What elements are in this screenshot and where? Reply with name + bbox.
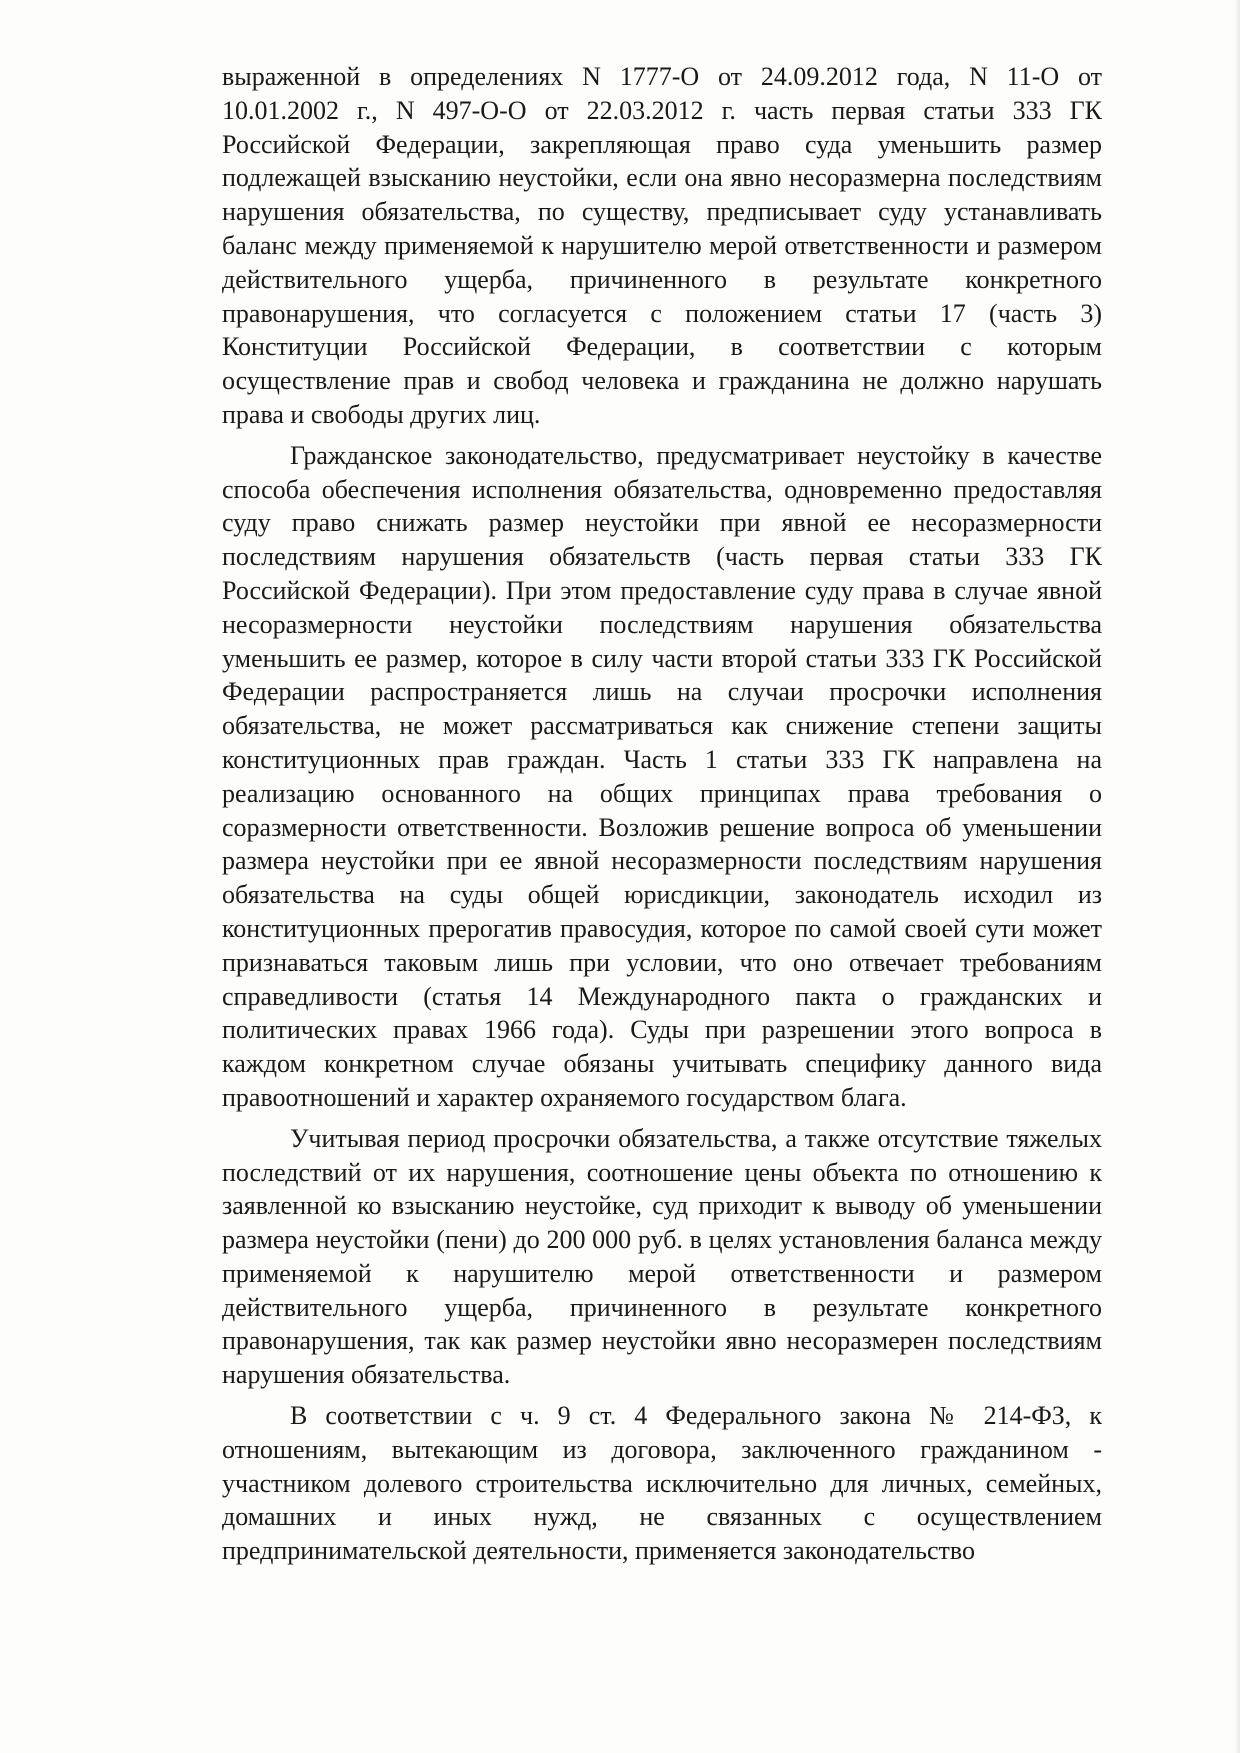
document-body bbox=[222, 60, 1102, 1575]
paragraph-2: Гражданское законодательство, предусматривает неустойку в качестве способа обеспечения исполнения обязательства, одновременно предоставляя суду право снижать размер неустойки при явной ее несоразмерности последствиям нарушения обязательств (часть первая статьи 333 ГК Российской Федерации). При этом предоставление суду права в случае явной несоразмерности неустойки последствиям нарушения обязательства уменьшить ее размер, которое в силу части второй статьи 333 ГК Российской Федерации распространяется лишь на случаи просрочки исполнения обязательства, не может рассматриваться как снижение степени защиты конституционных прав граждан. Часть 1 статьи 333 ГК направлена на реализацию основанного на общих принципах права требования о соразмерности ответственности. Возложив решение вопроса об уменьшении размера неустойки при ее явной несоразмерности последствиям нарушения обязательства на суды общей юрисдикции, законодатель исходил из конституционных прерогатив правосудия, которое по самой своей сути может признаваться таковым лишь при условии, что оно отвечает требованиям справедливости (статья 14 Международного пакта о гражданских и политических правах 1966 года). Суды при разрешении этого вопроса в каждом конкретном случае обязаны учитывать специфику данного вида правоотношений и характер охраняемого государством блага. bbox=[222, 440, 1102, 1112]
paragraph-3: Учитывая период просрочки обязательства, а также отсутствие тяжелых последствий от их нарушения, соотношение цены объекта по отношению к заявленной ко взысканию неустойке, суд приходит к выводу об уменьшении размера неустойки (пени) до 200 000 руб. в целях установления баланса между применяемой к нарушителю мерой ответственности и размером действительного ущерба, причиненного в результате конкретного правонарушения, так как размер неустойки явно несоразмерен последствиям нарушения обязательства. bbox=[222, 1123, 1102, 1390]
paragraph-1: выраженной в определениях N 1777-О от 24.09.2012 года, N 11-О от 10.01.2002 г., N 497-О-О от 22.03.2012 г. часть первая статьи 333 ГК Российской Федерации, закрепляющая право суда уменьшить размер подлежащей взысканию неустойки, если она явно несоразмерна последствиям нарушения обязательства, по существу, предписывает суду устанавливать баланс между применяемой к нарушителю мерой ответственности и размером действительного ущерба, причиненного в результате конкретного правонарушения, что согласуется с положением статьи 17 (часть 3) Конституции Российской Федерации, в соответствии с которым осуществление прав и свобод человека и гражданина не должно нарушать права и свободы других лиц. bbox=[222, 62, 1102, 429]
paragraph-4: В соответствии с ч. 9 ст. 4 Федерального закона № 214-ФЗ, к отношениям, вытекающим из договора, заключенного гражданином - участником долевого строительства исключительно для личных, семейных, домашних и иных нужд, не связанных с осуществлением предпринимательской деятельности, применяется законодательство bbox=[222, 1401, 1102, 1566]
scan-edge-shadow bbox=[1234, 0, 1240, 1753]
